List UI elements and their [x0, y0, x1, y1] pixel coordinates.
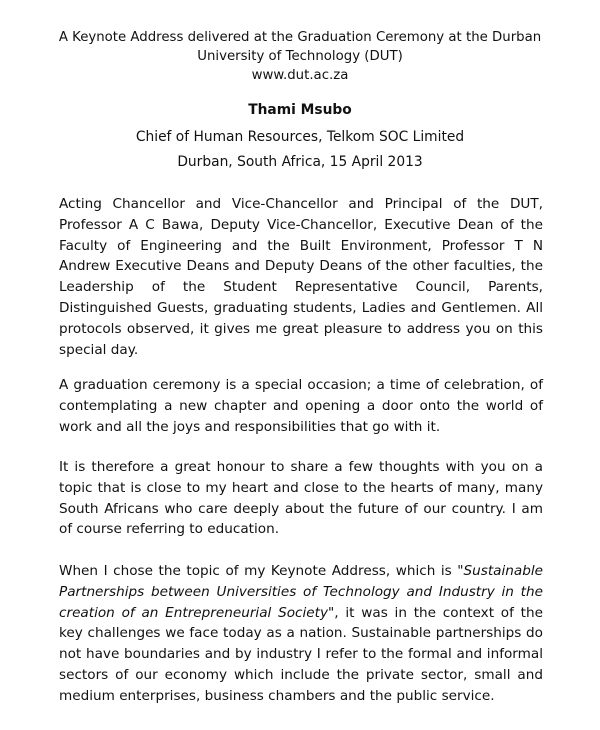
paragraph-topic-title: Sustainable Partnerships between Universities of Technology and Industry in the creation of an Entrepreneurial Society [59, 563, 543, 621]
header-line-website: www.dut.ac.za [251, 68, 349, 83]
author-place-date: Durban, South Africa, 15 April 2013 [177, 154, 423, 170]
header-line-institution: University of Technology (DUT) [197, 49, 403, 64]
paragraph-topic-end: ", it was in the context of the key challenges we face today as a nation. Sustainable partnerships do not have boundaries and by industry I refer to the formal and informal sectors of our economy which include the private sector, small and medium enterprises, business chambers and the public service. [59, 604, 543, 704]
paragraph-greeting: Acting Chancellor and Vice-Chancellor and Principal of the DUT, Professor A C Bawa, Deputy Vice-Chancellor, Executive Dean of the Faculty of Engineering and the Built Environment, Professor T N Andrew Executive Deans and Deputy Deans of the other faculties, the Leadership of the Student Representative Council, Parents, Distinguished Guests, graduating students, Ladies and Gentlemen. All protocols observed, it gives me great pleasure to address you on this special day. [59, 196, 543, 358]
paragraph-topic-start: When I chose the topic of my Keynote Address, which is " [59, 563, 464, 579]
author-block [0, 98, 600, 174]
paragraph-graduation: A graduation ceremony is a special occasion; a time of celebration, of contemplating a new chapter and opening a door onto the world of work and all the joys and responsibilities that go with it. [59, 377, 543, 435]
header-line-title: A Keynote Address delivered at the Graduation Ceremony at the Durban [58, 30, 542, 45]
author-name: Thami Msubo [248, 102, 352, 118]
author-role: Chief of Human Resources, Telkom SOC Limited [135, 129, 465, 145]
paragraph-topic [59, 561, 543, 707]
document-header [0, 28, 600, 85]
paragraph-honour: It is therefore a great honour to share a few thoughts with you on a topic that is close to my heart and close to the hearts of many, many South Africans who care deeply about the future of our country. I am of course referring to education. [59, 459, 543, 538]
